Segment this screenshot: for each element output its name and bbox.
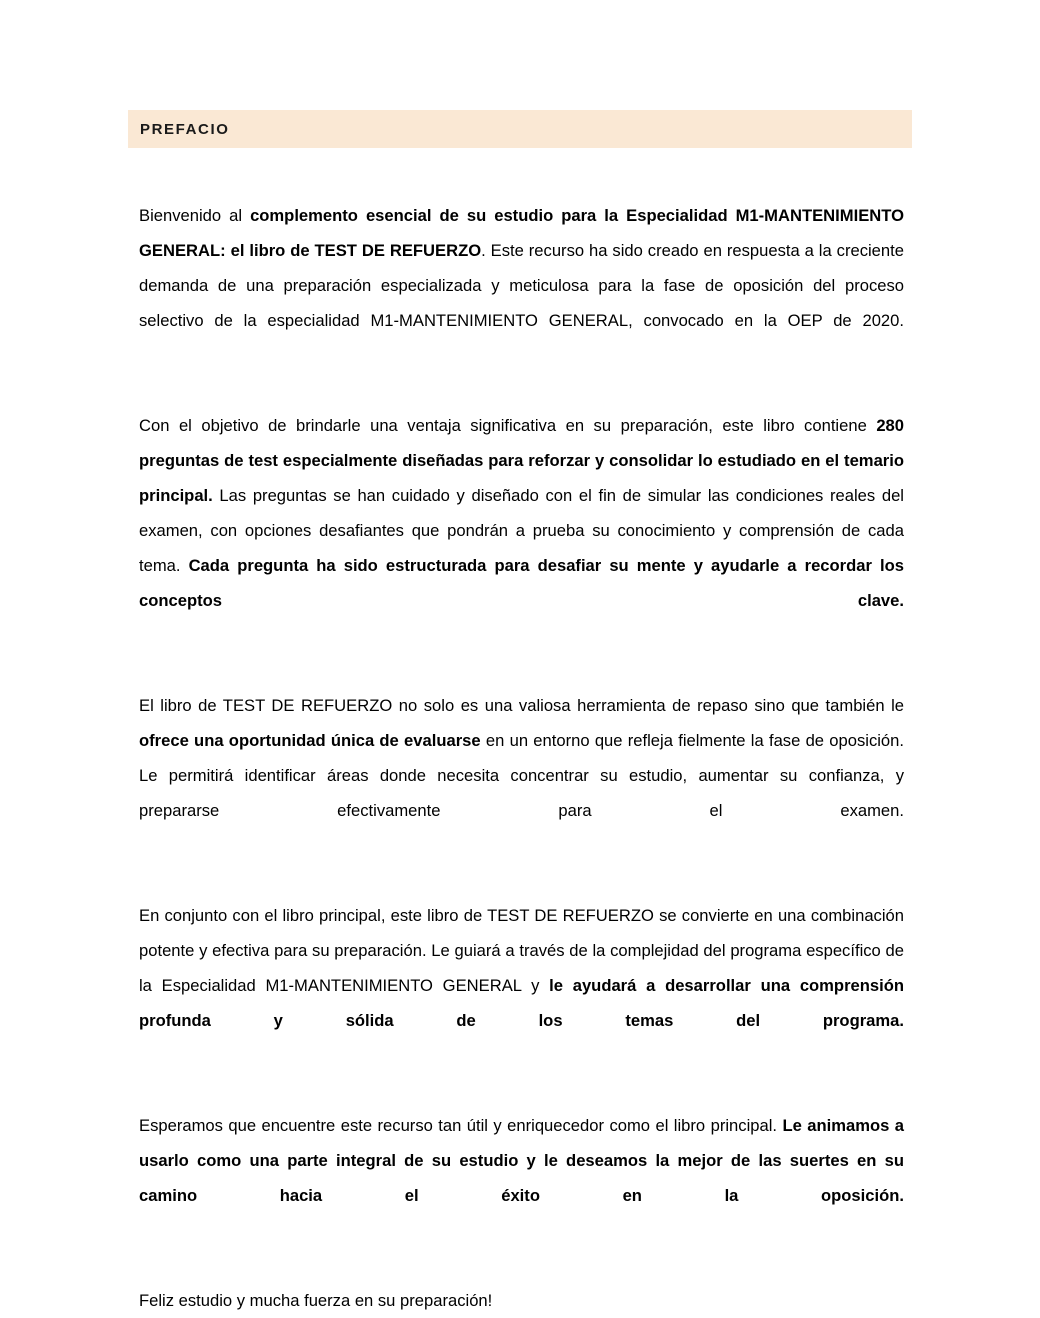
text-run-bold-1: Le animamos a usarlo como una parte integral de su estudio y le deseamos la mejor de las suertes en su camino hacia el éxito en la oposición. [139, 1116, 904, 1205]
text-run-bold-1: le ayudará a desarrollar una comprensión profunda y sólida de los temas del programa. [139, 976, 905, 1030]
paragraph-despedida [139, 1283, 904, 1318]
section-header-title: PREFACIO [140, 120, 230, 138]
text-run-2: en un entorno que refleja fielmente la fase de oposición. Le permitirá identificar áreas donde necesita concentrar su estudio, aumentar su confianza, y prepararse efectivamente para el examen. [139, 731, 904, 820]
text-run-0: Bienvenido al [139, 206, 251, 225]
text-run-2: . Este recurso ha sido creado en respuesta a la creciente demanda de una preparación especializada y meticulosa para la fase de oposición del proceso selectivo de la especialidad M1-MANTENIMIENTO GENERAL, convocado en la OEP de 2020. [139, 241, 904, 330]
document-body [139, 198, 904, 1318]
paragraph-cierre [139, 1108, 904, 1248]
paragraph-contenido [139, 408, 904, 653]
text-run-bold-1: ofrece una oportunidad única de evaluarse [139, 731, 481, 750]
text-run-0: El libro de TEST DE REFUERZO no solo es una valiosa herramienta de repaso sino que también le [139, 696, 904, 715]
section-header-banner [128, 110, 912, 148]
paragraph-intro [139, 198, 904, 373]
paragraph-conjunto [139, 898, 904, 1073]
text-run-bold-1: complemento esencial de su estudio para la Especialidad M1-MANTENIMIENTO GENERAL: el libro de TEST DE REFUERZO [139, 206, 904, 260]
text-run-bold-1: 280 preguntas de test especialmente diseñadas para reforzar y consolidar lo estudiado en el temario principal. [139, 416, 904, 505]
text-run-0: Feliz estudio y mucha fuerza en su preparación! [139, 1291, 493, 1310]
text-run-2: Las preguntas se han cuidado y diseñado con el fin de simular las condiciones reales del examen, con opciones desafiantes que pondrán a prueba su conocimiento y comprensión de cada tema. [139, 486, 904, 575]
text-run-bold-3: Cada pregunta ha sido estructurada para desafiar su mente y ayudarle a recordar los conceptos clave. [139, 556, 904, 610]
text-run-0: En conjunto con el libro principal, este libro de TEST DE REFUERZO se convierte en una combinación potente y efectiva para su preparación. Le guiará a través de la complejidad del programa específico de la Especialidad M1-MANTENIMIENTO GENERAL y [139, 906, 904, 995]
paragraph-evaluacion [139, 688, 904, 863]
text-run-0: Con el objetivo de brindarle una ventaja significativa en su preparación, este libro contiene [139, 416, 877, 435]
text-run-0: Esperamos que encuentre este recurso tan útil y enriquecedor como el libro principal. [139, 1116, 783, 1135]
